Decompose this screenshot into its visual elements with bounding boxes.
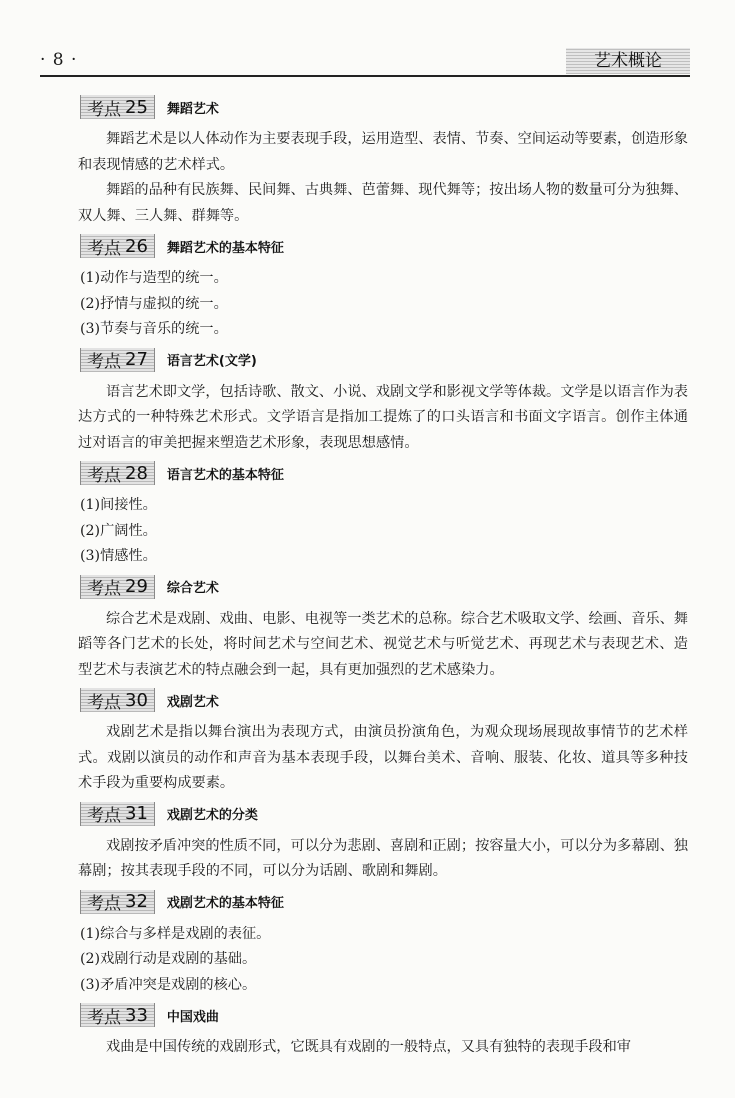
topic-badge: 考点 30: [80, 688, 155, 712]
list-item: (1)间接性。: [80, 497, 157, 513]
topic-title: 舞蹈艺术的基本特征: [166, 240, 284, 256]
header-rule: [40, 75, 690, 77]
list-item: (1)动作与造型的统一。: [80, 270, 228, 286]
list-item: (3)矛盾冲突是戏剧的核心。: [80, 976, 257, 993]
topic-heading: [78, 572, 688, 602]
topic-badge: 考点 26: [80, 234, 155, 258]
list-item: (2)戏剧行动是戏剧的基础。: [80, 951, 257, 967]
topic-badge: 考点 33: [80, 1003, 155, 1027]
topic-badge: 考点 28: [80, 461, 155, 485]
topic-heading: [78, 1000, 688, 1030]
list-item: (2)抒情与虚拟的统一。: [80, 295, 228, 312]
topic-badge: 考点 32: [80, 890, 155, 914]
book-title: 艺术概论: [566, 48, 690, 74]
topic-heading: [78, 231, 688, 261]
topic-heading: [78, 92, 688, 122]
topic-badge: 考点 29: [80, 575, 155, 599]
topic-title: 戏剧艺术: [166, 694, 219, 710]
list-item: (2)广阔性。: [80, 522, 157, 539]
page-content: [78, 92, 688, 1061]
paragraph: 语言艺术即文学，包括诗歌、散文、小说、戏剧文学和影视文学等体裁。文学是以语言作为表达方式的一种特殊艺术形式。文学语言是指加工提炼了的口头语言和书面文字语言。创作主体通过对语言的审美把握来塑造艺术形象，表现思想感情。: [78, 383, 688, 451]
topic-heading: [78, 887, 688, 917]
topic-title: 语言艺术的基本特征: [166, 467, 284, 483]
topic-title: 语言艺术(文学): [166, 354, 257, 369]
list-item: (3)节奏与音乐的统一。: [80, 321, 228, 337]
topic-title: 戏剧艺术的基本特征: [166, 896, 284, 911]
paragraph: 戏剧按矛盾冲突的性质不同，可以分为悲剧、喜剧和正剧；按容量大小，可以分为多幕剧、独幕剧；按其表现手段的不同，可以分为话剧、歌剧和舞剧。: [78, 837, 688, 879]
paragraph: 戏剧艺术是指以舞台演出为表现方式，由演员扮演角色，为观众现场展现故事情节的艺术样式。戏剧以演员的动作和声音为基本表现手段，以舞台美术、音响、服装、化妆、道具等多种技术手段为重要构成要素。: [78, 724, 688, 791]
paragraph: 舞蹈的品种有民族舞、民间舞、古典舞、芭蕾舞、现代舞等；按出场人物的数量可分为独舞、双人舞、三人舞、群舞等。: [78, 182, 688, 224]
paragraph: 综合艺术是戏剧、戏曲、电影、电视等一类艺术的总称。综合艺术吸取文学、绘画、音乐、舞蹈等各门艺术的长处，将时间艺术与空间艺术、视觉艺术与听觉艺术、再现艺术与表现艺术、造型艺术与表演艺术的特点融会到一起，具有更加强烈的艺术感染力。: [78, 610, 688, 678]
topic-badge: 考点 25: [80, 95, 155, 119]
topic-title: 舞蹈艺术: [166, 101, 219, 117]
topic-heading: [78, 458, 688, 488]
paragraph: 戏曲是中国传统的戏剧形式，它既具有戏剧的一般特点，又具有独特的表现手段和审: [106, 1039, 631, 1055]
page-number: · 8 ·: [40, 50, 78, 70]
topic-badge: 考点 27: [80, 348, 155, 372]
topic-heading: [78, 799, 688, 829]
list-item: (3)情感性。: [80, 548, 157, 564]
topic-heading: [78, 685, 688, 715]
topic-title: 综合艺术: [166, 581, 219, 596]
topic-title: 戏剧艺术的分类: [166, 808, 258, 823]
paragraph: 舞蹈艺术是以人体动作为主要表现手段，运用造型、表情、节奏、空间运动等要素，创造形象和表现情感的艺术样式。: [78, 131, 688, 173]
list-item: (1)综合与多样是戏剧的表征。: [80, 925, 271, 942]
topic-badge: 考点 31: [80, 802, 155, 826]
topic-heading: [78, 345, 688, 375]
page-header: [40, 44, 690, 80]
topic-title: 中国戏曲: [166, 1009, 219, 1025]
